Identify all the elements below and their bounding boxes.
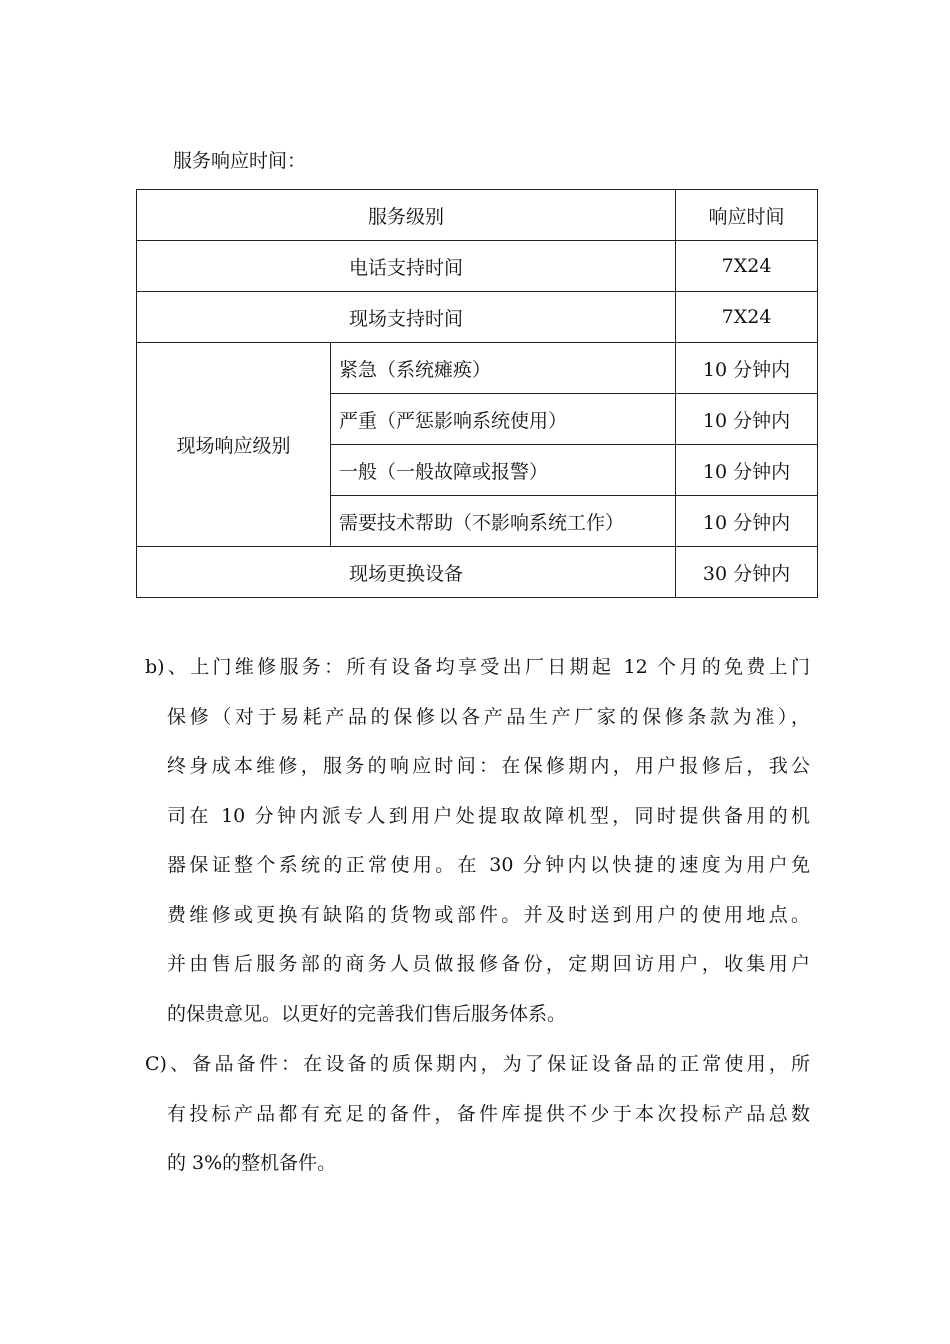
response-time-cell: 10 分钟内 [676,445,818,496]
paragraph-line: 的 3%的整机备件。 [167,1152,337,1174]
service-level-cell: 现场更换设备 [137,547,676,598]
table-row [137,292,818,343]
paragraph-line: C)、备品备件：在设备的质保期内，为了保证设备品的正常使用，所 [145,1053,810,1075]
sub-level-cell: 严重（严惩影响系统使用） [331,394,676,445]
table-header-row [137,190,818,241]
sub-level-cell: 紧急（系统瘫痪） [331,343,676,394]
table-row [137,343,818,394]
response-time-cell: 30 分钟内 [676,547,818,598]
onsite-response-group-label: 现场响应级别 [137,343,331,547]
paragraph-line: 费维修或更换有缺陷的货物或部件。并及时送到用户的使用地点。 [167,903,810,926]
paragraph-line: b)、上门维修服务：所有设备均享受出厂日期起 12 个月的免费上门 [145,656,810,678]
paragraph-line: 保修（对于易耗产品的保修以各产品生产厂家的保修条款为准）， [167,705,810,728]
response-time-cell: 7X24 [676,241,818,292]
paragraph-spare-parts [145,1040,810,1189]
service-level-cell: 现场支持时间 [137,292,676,343]
header-response-time: 响应时间 [676,190,818,241]
response-time-cell: 10 分钟内 [676,343,818,394]
service-response-table [136,189,818,598]
sub-level-cell: 需要技术帮助（不影响系统工作） [331,496,676,547]
intro-heading: 服务响应时间： [173,150,307,172]
response-time-cell: 10 分钟内 [676,394,818,445]
paragraph-onsite-repair [145,643,810,1039]
response-time-cell: 10 分钟内 [676,496,818,547]
paragraph-line: 器保证整个系统的正常使用。在 30 分钟内以快捷的速度为用户免 [167,854,810,876]
table-row [137,241,818,292]
paragraph-line: 有投标产品都有充足的备件，备件库提供不少于本次投标产品总数 [167,1102,810,1125]
sub-level-cell: 一般（一般故障或报警） [331,445,676,496]
paragraph-line: 并由售后服务部的商务人员做报修备份，定期回访用户，收集用户 [167,953,810,975]
paragraph-line: 的保贵意见。以更好的完善我们售后服务体系。 [167,1002,567,1025]
response-time-cell: 7X24 [676,292,818,343]
service-level-cell: 电话支持时间 [137,241,676,292]
table-row [137,547,818,598]
paragraph-line: 司在 10 分钟内派专人到用户处提取故障机型，同时提供备用的机 [167,804,810,827]
header-service-level: 服务级别 [137,190,676,241]
paragraph-line: 终身成本维修，服务的响应时间：在保修期内，用户报修后，我公 [167,755,810,777]
